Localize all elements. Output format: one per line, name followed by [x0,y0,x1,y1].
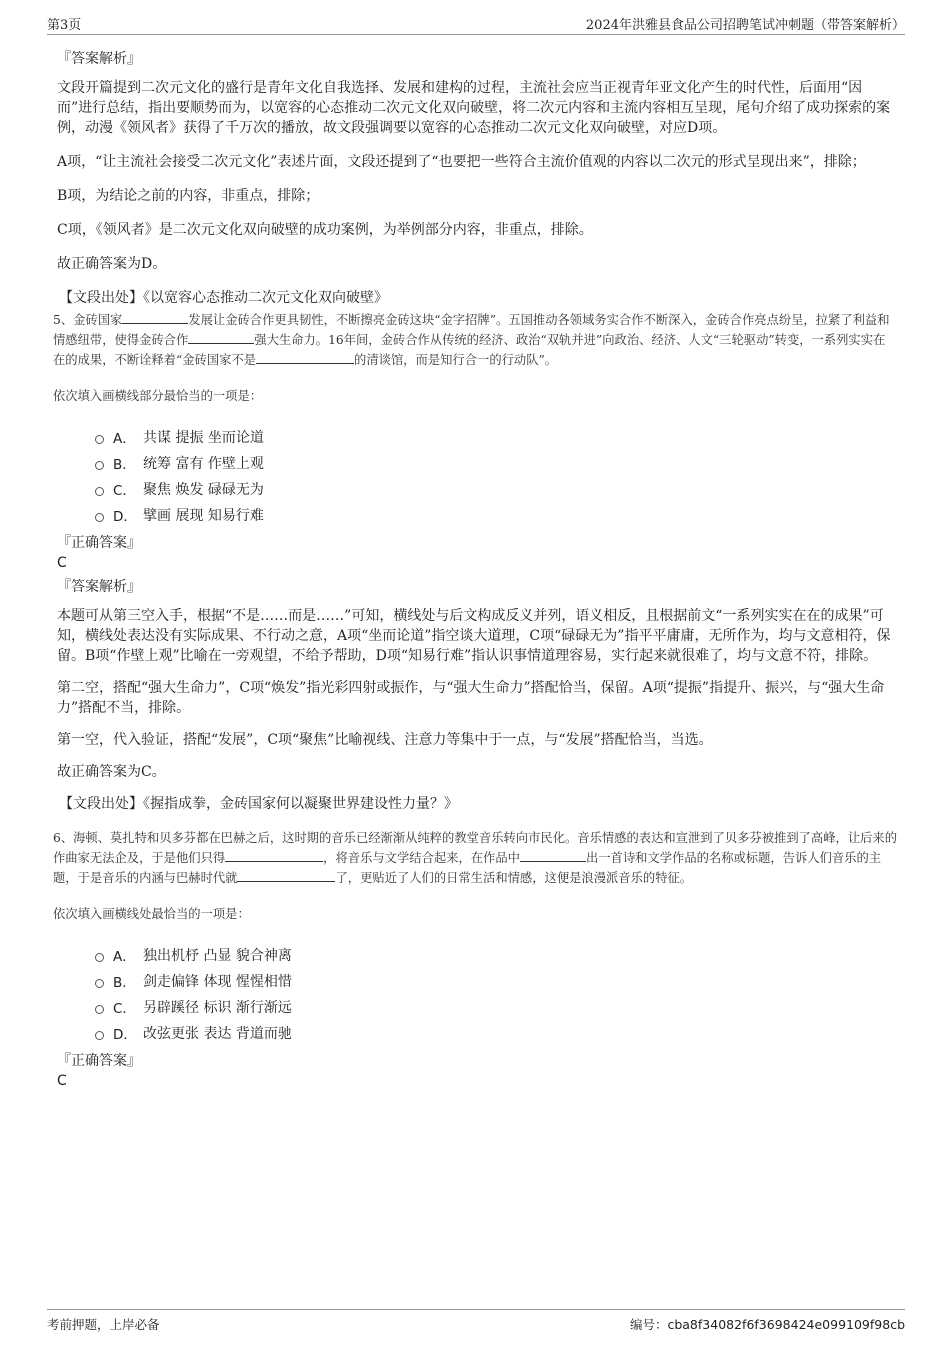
q4-analysis-para-4: C项，《领风者》是二次元文化双向破壁的成功案例，为举例部分内容，非重点，排除。 [57,222,593,238]
page-footer [47,1309,905,1337]
blank-1 [122,310,188,324]
radio-icon[interactable] [95,513,104,522]
q4-analysis-para-5: 故正确答案为D。 [57,256,167,272]
q5-answer: C [57,555,67,571]
radio-icon[interactable] [95,1005,104,1014]
q5-option-d[interactable]: D． 擘画 展现 知易行难 [95,502,897,528]
q5-prompt: 依次填入画横线部分最恰当的一项是： [53,389,263,403]
blank-3 [237,868,335,882]
q5-source: 【文段出处】《握指成拳，金砖国家何以凝聚世界建设性力量？》 [59,796,458,812]
page-header [47,14,905,35]
q6-stem: 6、海顿、莫扎特和贝多芬都在巴赫之后，这时期的音乐已经渐渐从纯粹的教堂音乐转向市民化。音乐情感的表达和宣泄到了贝多芬被推到了高峰，让后来的作曲家无法企及，于是他们只得 ，将音乐与文学结合起来，在作品中 出一首诗和文学作品的名称或标题，告诉人们音乐的主题，于是音乐的内涵与巴赫时代就 了，更贴近了人们的日常生活和情感，这便是浪漫派音乐的特征。 [53,831,898,885]
q6-option-d[interactable]: D． 改弦更张 表达 背道而驰 [95,1020,897,1046]
q6-option-c[interactable]: C． 另辟蹊径 标识 渐行渐远 [95,994,897,1020]
q4-analysis-tag: 『答案解析』 [57,51,141,67]
blank-1 [225,848,323,862]
radio-icon[interactable] [95,1031,104,1040]
q6-answer: C [57,1073,67,1089]
radio-icon[interactable] [95,953,104,962]
q4-analysis-para-2: A项，“让主流社会接受二次元文化”表述片面，文段还提到了“也要把一些符合主流价值观的内容以二次元的形式呈现出来”，排除； [57,154,866,170]
q5-analysis-para-3: 第一空，代入验证，搭配“发展”，C项“聚焦”比喻视线、注意力等集中于一点，与“发展”搭配恰当，当选。 [57,732,713,748]
q5-stem: 5、金砖国家 发展让金砖合作更具韧性，不断擦亮金砖这块“金字招牌”。五国推动各领域务实合作不断深入，金砖合作亮点纷呈，拉紧了利益和情感纽带，使得金砖合作 强大生命力。16年间，金砖合作从传统的经济、政治“双轨并进”向政治、经济、人文“三轮驱动”转变，一系列实实在在的成果，不断诠释着“金砖国家不是 的清谈馆，而是知行合一的行动队”。 [53,310,897,370]
q5-option-b[interactable]: B． 统筹 富有 作壁上观 [95,450,897,476]
radio-icon[interactable] [95,487,104,496]
radio-icon[interactable] [95,461,104,470]
q6-options [95,942,897,1046]
q5-analysis-para-4: 故正确答案为C。 [57,764,166,780]
footer-slogan: 考前押题，上岸必备 [47,1317,160,1332]
q5-analysis-para-2: 第二空，搭配“强大生命力”，C项“焕发”指光彩四射或振作，与“强大生命力”搭配恰当，保留。A项“提振”指提升、振兴，与“强大生命力”搭配不当，排除。 [57,680,885,716]
q5-analysis-tag: 『答案解析』 [57,579,141,595]
main-content [53,44,898,1090]
q4-analysis-para-1: 文段开篇提到二次元文化的盛行是青年文化自我选择、发展和建构的过程，主流社会应当正视青年亚文化产生的时代性，后面用“因而”进行总结，指出要顺势而为，以宽容的心态推动二次元文化双向破壁，将二次元内容和主流内容相互呈现，尾句介绍了成功探索的案例，动漫《领风者》获得了千万次的播放，故文段强调要以宽容的心态推动二次元文化双向破壁，对应D项。 [57,80,891,136]
q6-option-a[interactable]: A． 独出机杼 凸显 貌合神离 [95,942,897,968]
q4-source: 【文段出处】《以宽容心态推动二次元文化双向破壁》 [59,290,388,306]
blank-2 [188,330,254,344]
radio-icon[interactable] [95,435,104,444]
q5-option-a[interactable]: A． 共谋 提振 坐而论道 [95,424,897,450]
page-number: 第3页 [47,18,82,33]
q5-option-c[interactable]: C． 聚焦 焕发 碌碌无为 [95,476,897,502]
radio-icon[interactable] [95,979,104,988]
footer-code: 编号：cba8f34082f6f3698424e099109f98cb [629,1317,905,1332]
blank-2 [520,848,586,862]
q6-option-b[interactable]: B． 剑走偏锋 体现 惺惺相惜 [95,968,897,994]
q5-analysis-para-1: 本题可从第三空入手，根据“不是……而是……”可知，横线处与后文构成反义并列，语义相反，且根据前文“一系列实实在在的成果”可知，横线处表达没有实际成果、不行动之意，A项“坐而论道”指空谈大道理，C项“碌碌无为”指平平庸庸，无所作为，均与文意相符，保留。B项“作壁上观”比喻在一旁观望，不给予帮助，D项“知易行难”指认识事情道理容易，实行起来就很难了，均与文意不符，排除。 [57,608,891,664]
q5-options [95,424,897,528]
blank-3 [256,350,354,364]
q6-answer-tag: 『正确答案』 [57,1053,141,1069]
q4-analysis-para-3: B项，为结论之前的内容，非重点，排除； [57,188,320,204]
q5-answer-tag: 『正确答案』 [57,535,141,551]
document-title: 2024年洪雅县食品公司招聘笔试冲刺题（带答案解析） [585,18,905,33]
q6-prompt: 依次填入画横线处最恰当的一项是： [53,907,250,921]
